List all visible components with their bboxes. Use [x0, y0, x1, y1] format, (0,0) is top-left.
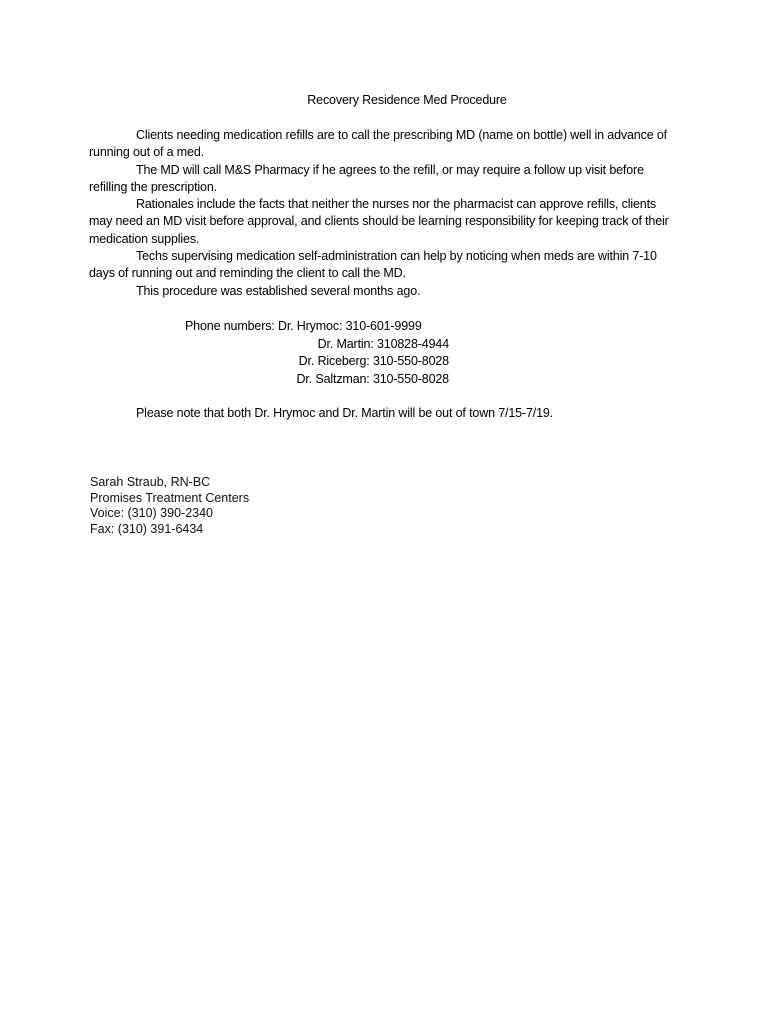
phone-number-hrymoc: Phone numbers: Dr. Hrymoc: 310-601-9999 [185, 319, 422, 333]
signature-block [90, 475, 249, 537]
signature-fax: Fax: (310) 391-6434 [90, 521, 204, 536]
phone-number-riceberg: Dr. Riceberg: 310-550-8028 [298, 354, 449, 368]
document-title: Recovery Residence Med Procedure [307, 93, 507, 107]
phone-number-martin: Dr. Martin: 310828-4944 [317, 336, 449, 351]
signature-name: Sarah Straub, RN-BC [90, 475, 211, 489]
procedure-body [89, 127, 673, 300]
phone-numbers-list [0, 318, 768, 390]
signature-organization: Promises Treatment Centers [90, 490, 250, 505]
phone-number-saltzman: Dr. Saltzman: 310-550-8028 [296, 371, 449, 386]
paragraph-pharmacy: The MD will call M&S Pharmacy if he agrees to the refill, or may require a follow up visit before refilling the prescription. [89, 162, 644, 194]
paragraph-established: This procedure was established several months ago. [136, 283, 421, 298]
signature-voice-phone: Voice: (310) 390-2340 [90, 506, 214, 520]
out-of-town-note: Please note that both Dr. Hrymoc and Dr. Martin will be out of town 7/15-7/19. [136, 406, 553, 420]
paragraph-refill-request: Clients needing medication refills are to call the prescribing MD (name on bottle) well in advance of running out of a med. [89, 128, 667, 160]
paragraph-rationales: Rationales include the facts that neither the nurses nor the pharmacist can approve refills, clients may need an MD visit before approval, and clients should be learning responsibility for keeping track of their medication supplies. [89, 197, 669, 246]
paragraph-techs: Techs supervising medication self-administration can help by noticing when meds are within 7-10 days of running out and reminding the client to call the MD. [89, 249, 657, 281]
